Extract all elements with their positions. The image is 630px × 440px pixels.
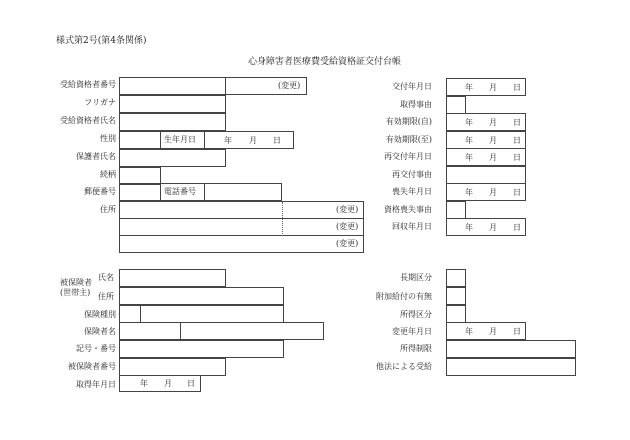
insured-number-field[interactable] [119, 358, 226, 376]
label-loss-reason: 資格喪失事由 [384, 205, 432, 214]
change-month-unit: 月 [489, 327, 497, 336]
acquisition-year-unit: 年 [140, 379, 148, 388]
label-insured-name: 氏名 [98, 273, 114, 282]
label-insured-address: 住所 [98, 292, 114, 301]
change-year-unit: 年 [465, 327, 473, 336]
label-collect-date: 回収年月日 [392, 222, 432, 231]
label-insured-line1: 被保険者 [60, 278, 92, 287]
label-insured-number: 被保険者番号 [68, 362, 116, 371]
loss-month-unit: 月 [489, 188, 497, 197]
address-divider-1 [119, 218, 364, 219]
issue-month-unit: 月 [489, 83, 497, 92]
collect-year-unit: 年 [465, 223, 473, 232]
label-reissue-reason: 再交付事由 [392, 170, 432, 179]
reissue-reason-field[interactable] [446, 166, 526, 184]
insured-name-field[interactable] [119, 269, 226, 287]
collect-month-unit: 月 [489, 223, 497, 232]
page-title: 心身障害者医療費受給資格証交付台帳 [248, 57, 402, 67]
address-change-note-1: (変更) [336, 205, 359, 214]
valid-to-year-unit: 年 [465, 136, 473, 145]
label-other-law: 他法による受給 [376, 362, 432, 371]
phone-field[interactable] [204, 183, 282, 201]
label-recipient-name: 受給資格者氏名 [60, 116, 116, 125]
label-loss-date: 喪失年月日 [392, 187, 432, 196]
acquisition-month-unit: 月 [164, 379, 172, 388]
symbol-number-field[interactable] [119, 340, 284, 358]
address-change-note-3: (変更) [336, 239, 359, 248]
address-change-note-2: (変更) [336, 222, 359, 231]
reissue-month-unit: 月 [489, 153, 497, 162]
reissue-year-unit: 年 [465, 153, 473, 162]
change-note: (変更) [278, 81, 301, 90]
recipient-name-field[interactable] [119, 113, 226, 131]
gender-field[interactable] [119, 131, 161, 149]
form-number: 様式第2号(第4条関係) [56, 36, 147, 46]
label-insured-line2: (世帯主) [60, 288, 91, 297]
label-furigana: フリガナ [84, 98, 116, 107]
guardian-name-field[interactable] [119, 149, 226, 167]
postal-code-field[interactable] [119, 183, 161, 201]
insurance-type-field-1[interactable] [119, 305, 141, 323]
acquisition-day-unit: 日 [187, 379, 195, 388]
label-valid-from: 有効期限(自) [385, 117, 432, 126]
label-guardian-name: 保護者氏名 [76, 152, 116, 161]
label-address: 住所 [100, 205, 116, 214]
collect-day-unit: 日 [513, 223, 521, 232]
label-relationship: 続柄 [100, 170, 116, 179]
valid-from-month-unit: 月 [489, 118, 497, 127]
label-long-term: 長期区分 [400, 273, 432, 282]
label-postal-code: 郵便番号 [84, 187, 116, 196]
loss-day-unit: 日 [513, 188, 521, 197]
recipient-number-field[interactable] [119, 77, 226, 95]
furigana-field[interactable] [119, 95, 226, 113]
valid-from-day-unit: 日 [513, 118, 521, 127]
valid-from-year-unit: 年 [465, 118, 473, 127]
label-recipient-number: 受給資格者番号 [60, 80, 116, 89]
label-insurance-type: 保険種別 [84, 310, 116, 319]
insurance-type-field-2[interactable] [140, 305, 284, 323]
label-additional-benefit: 附加給付の有無 [376, 292, 432, 301]
valid-to-month-unit: 月 [489, 136, 497, 145]
other-law-field[interactable] [446, 358, 576, 376]
insured-address-field[interactable] [119, 287, 284, 305]
label-insurer-name: 保険者名 [84, 327, 116, 336]
long-term-field[interactable] [446, 269, 466, 287]
valid-to-day-unit: 日 [513, 136, 521, 145]
acquisition-reason-field[interactable] [446, 96, 466, 114]
additional-benefit-field[interactable] [446, 287, 466, 305]
address-divider-2 [119, 235, 364, 236]
label-issue-date: 交付年月日 [392, 82, 432, 91]
birth-month-unit: 月 [249, 136, 257, 145]
label-income-limit: 所得制限 [400, 344, 432, 353]
insurer-name-field-2[interactable] [180, 322, 324, 340]
loss-year-unit: 年 [465, 188, 473, 197]
loss-reason-field[interactable] [446, 201, 466, 219]
address-dotted-divider [282, 202, 283, 236]
label-gender: 性別 [100, 134, 116, 143]
reissue-day-unit: 日 [513, 153, 521, 162]
label-valid-to: 有効期限(至) [385, 135, 432, 144]
label-birth-date: 生年月日 [164, 135, 196, 144]
insurer-name-field-1[interactable] [119, 322, 181, 340]
label-acquisition-reason: 取得事由 [400, 100, 432, 109]
issue-day-unit: 日 [513, 83, 521, 92]
birth-year-unit: 年 [224, 136, 232, 145]
income-class-field[interactable] [446, 305, 466, 323]
label-phone: 電話番号 [164, 187, 196, 196]
change-day-unit: 日 [513, 327, 521, 336]
label-change-date: 変更年月日 [392, 327, 432, 336]
address-field[interactable] [119, 201, 364, 253]
income-limit-field[interactable] [446, 340, 576, 358]
birth-day-unit: 日 [273, 136, 281, 145]
label-income-class: 所得区分 [400, 310, 432, 319]
label-reissue-date: 再交付年月日 [384, 152, 432, 161]
label-symbol-number: 記号・番号 [76, 344, 116, 353]
issue-year-unit: 年 [465, 83, 473, 92]
label-acquisition-date: 取得年月日 [76, 380, 116, 389]
